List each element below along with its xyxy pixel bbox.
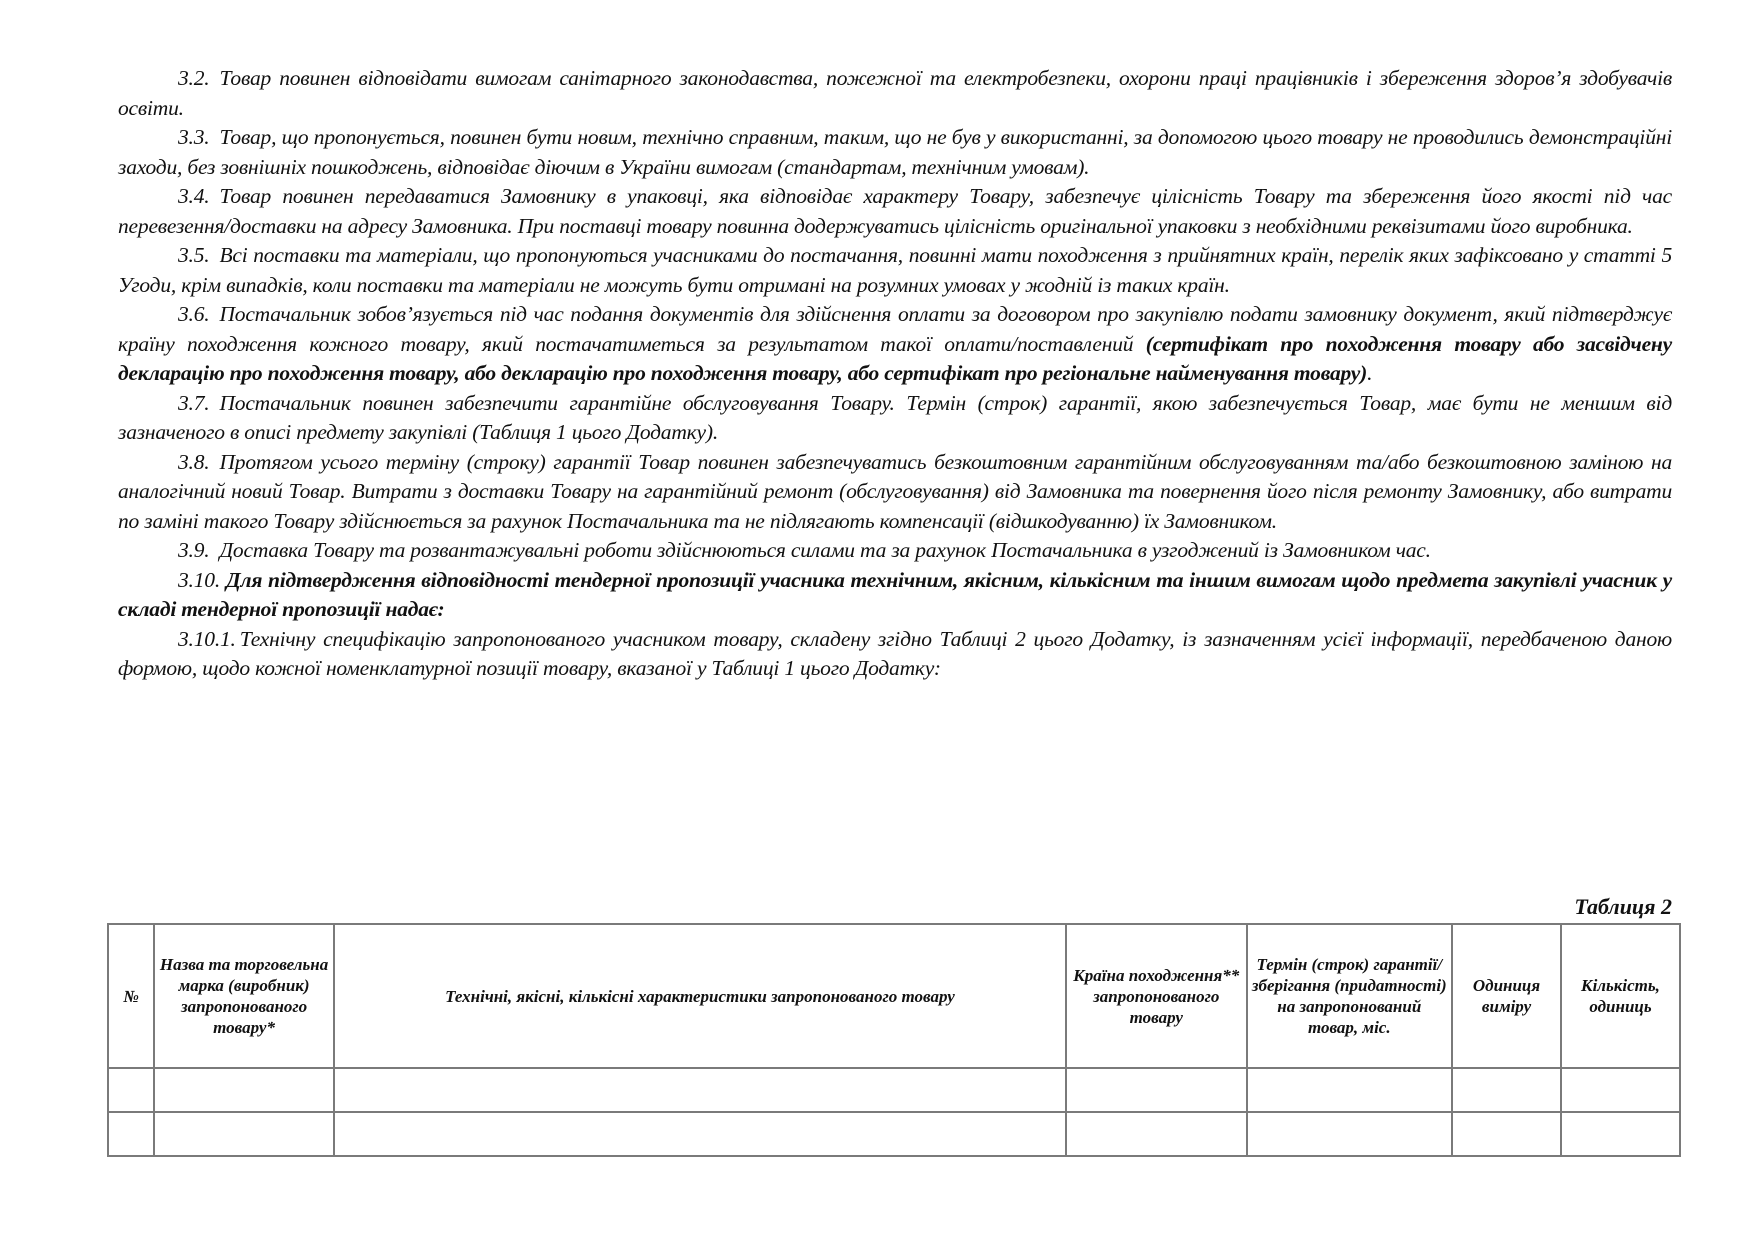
table-cell	[1066, 1112, 1247, 1156]
clause-text: Доставка Товару та розвантажувальні роботи здійснюються силами та за рахунок Постачальника в узгоджений із Замовником час.	[219, 538, 1431, 562]
clause-number: 3.2.	[178, 66, 210, 90]
table-cell	[334, 1068, 1066, 1112]
clause-text: Постачальник повинен забезпечити гарантійне обслуговування Товару. Термін (строк) гарантії, якою забезпечується Товар, має бути не меншим від зазначеного в описі предмету закупівлі (Таблиця 1 цього Додатку).	[118, 390, 1672, 444]
clause-3-4	[118, 182, 1672, 241]
table-cell	[1247, 1112, 1453, 1156]
clause-3-10	[118, 566, 1672, 625]
table-header-row	[108, 924, 1680, 1068]
clause-number: 3.10.1.	[178, 626, 236, 651]
clause-number: 3.6.	[178, 302, 210, 326]
header-quantity: Кількість, одиниць	[1561, 924, 1680, 1068]
clause-number: 3.10.	[178, 567, 221, 592]
clause-number: 3.5.	[178, 243, 210, 267]
clause-3-5	[118, 241, 1672, 300]
table-row	[108, 1068, 1680, 1112]
table-cell	[1452, 1068, 1561, 1112]
header-warranty-term: Термін (строк) гарантії/зберігання (придатності) на запропонований товар, міс.	[1247, 924, 1453, 1068]
clause-3-9	[118, 536, 1672, 566]
clause-number: 3.7.	[178, 390, 210, 415]
clause-text: Всі поставки та матеріали, що пропонуються учасниками до постачання, повинні мати походження з прийнятних країн, перелік яких зафіксовано у статті 5 Угоди, крім випадків, коли поставки та матеріали не можуть бути отримані на розумних умовах у жодній із таких країн.	[118, 243, 1672, 297]
clause-number: 3.8.	[178, 449, 210, 474]
clause-3-10-1	[118, 625, 1672, 684]
header-number: №	[108, 924, 154, 1068]
clause-bold-text: Для підтвердження відповідності тендерної пропозиції учасника технічним, якісним, кількісним та іншим вимогам щодо предмета закупівлі учасник у складі тендерної пропозиції надає:	[118, 567, 1672, 621]
table-cell	[154, 1112, 334, 1156]
clause-text: Протягом усього терміну (строку) гарантії Товар повинен забезпечуватись безкоштовним гарантійним обслуговуванням та/або безкоштовною заміною на аналогічний новий Товар. Витрати з доставки Товару на гарантійний ремонт (обслуговування) від Замовника та повернення його після ремонту Замовнику, або витрати по заміні такого Товару здійснюється за рахунок Постачальника та не підлягають компенсації (відшкодуванню) їх Замовником.	[118, 449, 1672, 533]
clause-3-7	[118, 389, 1672, 448]
clause-bold-text: (сертифікат про походження товару або засвідчену декларацію про походження товару, або декларацію про походження товару, або сертифікат про регіональне найменування товару)	[118, 331, 1672, 385]
clause-text: Товар повинен передаватися Замовнику в упаковці, яка відповідає характеру Товару, забезпечує цілісність Товару та збереження його якості під час перевезення/доставки на адресу Замовника. При поставці товару повинна додержуватись цілісність оригінальної упаковки з необхідними реквізитами його виробника.	[118, 184, 1672, 238]
clause-text: Постачальник зобов’язується під час подання документів для здійснення оплати за договором про закупівлю подати замовнику документ, який підтверджує країну походження кожного товару, який постачатиметься за результатом такої оплати/поставлений	[118, 302, 1672, 356]
clause-tail-text: .	[1367, 361, 1373, 385]
clause-3-2	[118, 64, 1672, 123]
specification-table	[107, 923, 1681, 1157]
table-cell	[108, 1112, 154, 1156]
clause-number: 3.4.	[178, 184, 210, 208]
table-cell	[1452, 1112, 1561, 1156]
header-product-name: Назва та торговельна марка (виробник) запропонованого товару*	[154, 924, 334, 1068]
table-row	[108, 1112, 1680, 1156]
table-cell	[334, 1112, 1066, 1156]
table-cell	[1066, 1068, 1247, 1112]
clause-number: 3.9.	[178, 538, 210, 562]
table-caption: Таблиця 2	[1574, 894, 1672, 919]
header-unit: Одиниця виміру	[1452, 924, 1561, 1068]
clause-3-8	[118, 448, 1672, 537]
table-cell	[1247, 1068, 1453, 1112]
clause-number: 3.3.	[178, 125, 210, 149]
clause-3-3	[118, 123, 1672, 182]
header-country-of-origin: Країна походження** запропонованого товару	[1066, 924, 1247, 1068]
header-characteristics: Технічні, якісні, кількісні характеристики запропонованого товару	[334, 924, 1066, 1068]
clause-3-6	[118, 300, 1672, 389]
clause-text: Технічну специфікацію запропонованого учасником товару, складену згідно Таблиці 2 цього Додатку, із зазначенням усієї інформації, передбаченою даною формою, щодо кожної номенклатурної позиції товару, вказаної у Таблиці 1 цього Додатку:	[118, 626, 1672, 680]
table-cell	[1561, 1112, 1680, 1156]
table-cell	[154, 1068, 334, 1112]
clause-text: Товар повинен відповідати вимогам санітарного законодавства, пожежної та електробезпеки, охорони праці працівників і збереження здоров’я здобувачів освіти.	[118, 66, 1672, 120]
table-cell	[108, 1068, 154, 1112]
table-cell	[1561, 1068, 1680, 1112]
document-page	[118, 64, 1672, 684]
clause-text: Товар, що пропонується, повинен бути новим, технічно справним, таким, що не був у використанні, за допомогою цього товару не проводились демонстраційні заходи, без зовнішніх пошкоджень, відповідає діючим в України вимогам (стандартам, технічним умовам).	[118, 125, 1672, 179]
